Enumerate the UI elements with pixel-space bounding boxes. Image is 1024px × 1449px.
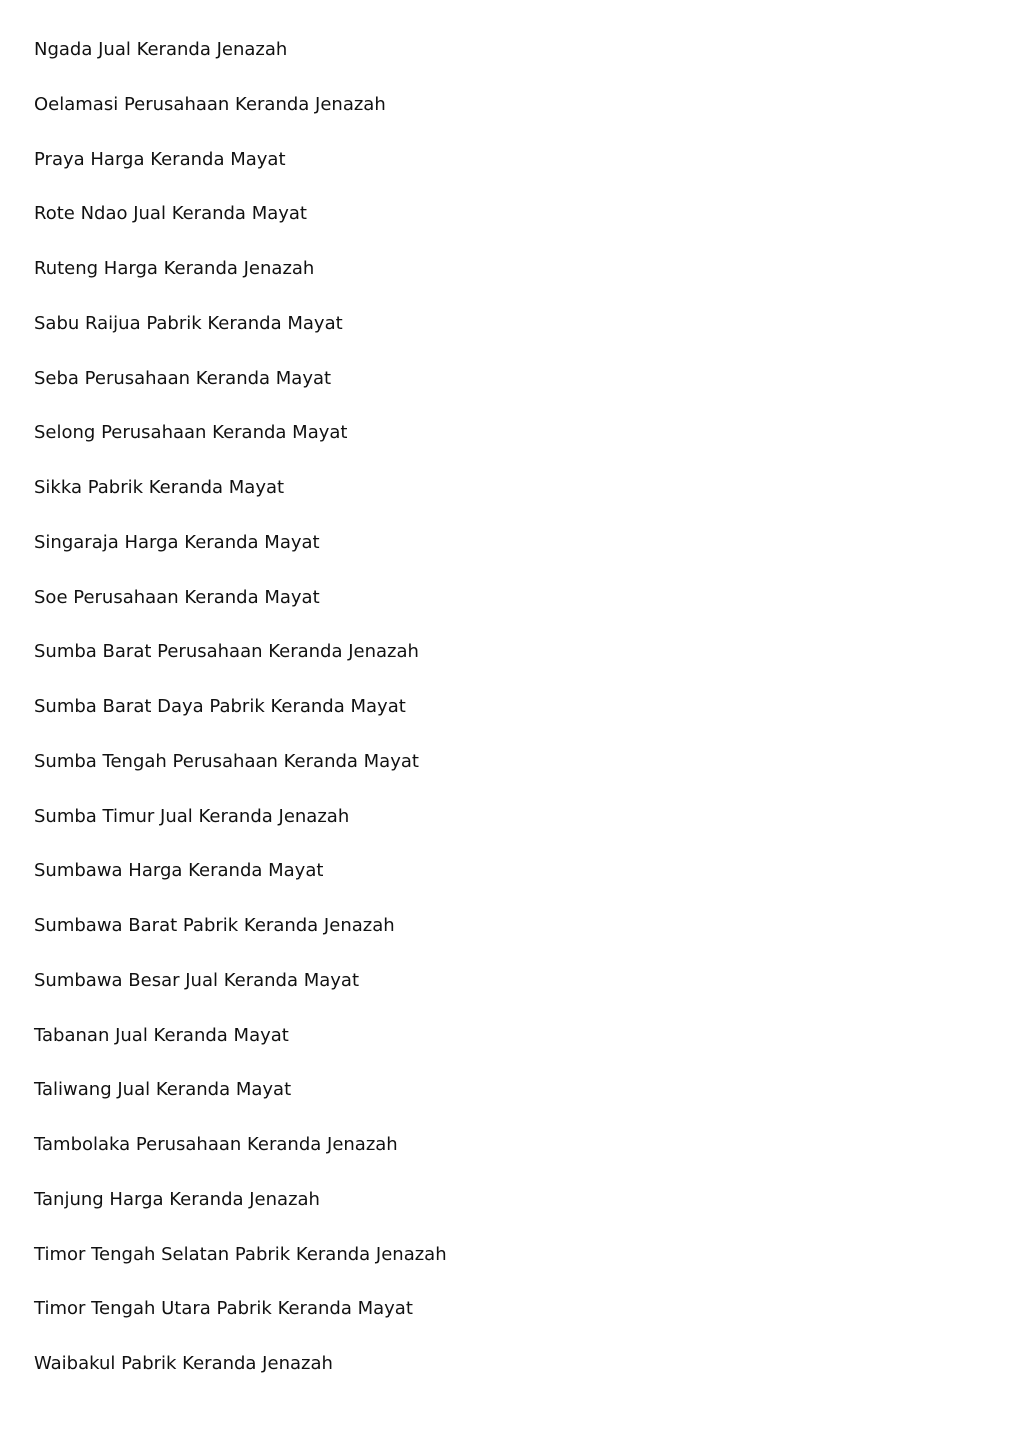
text-line: Rote Ndao Jual Keranda Mayat — [34, 203, 307, 225]
text-line-list — [34, 38, 447, 1407]
text-line: Ruteng Harga Keranda Jenazah — [34, 258, 315, 279]
text-line: Sumbawa Barat Pabrik Keranda Jenazah — [34, 915, 395, 936]
text-line: Selong Perusahaan Keranda Mayat — [34, 422, 348, 444]
text-line: Sikka Pabrik Keranda Mayat — [34, 477, 285, 498]
text-line: Sumba Tengah Perusahaan Keranda Mayat — [34, 750, 419, 772]
text-line: Tambolaka Perusahaan Keranda Jenazah — [34, 1134, 398, 1155]
text-line: Sumba Timur Jual Keranda Jenazah — [34, 805, 350, 827]
text-line: Sumba Barat Daya Pabrik Keranda Mayat — [34, 696, 406, 717]
text-line: Waibakul Pabrik Keranda Jenazah — [34, 1353, 333, 1374]
text-line: Singaraja Harga Keranda Mayat — [34, 531, 320, 553]
text-line: Tabanan Jual Keranda Mayat — [34, 1024, 289, 1046]
text-line: Sumbawa Besar Jual Keranda Mayat — [34, 969, 360, 991]
text-line: Timor Tengah Utara Pabrik Keranda Mayat — [34, 1298, 413, 1320]
text-line: Timor Tengah Selatan Pabrik Keranda Jenazah — [34, 1243, 447, 1265]
text-line: Praya Harga Keranda Mayat — [34, 148, 286, 170]
text-line: Taliwang Jual Keranda Mayat — [34, 1079, 292, 1101]
text-line: Ngada Jual Keranda Jenazah — [34, 39, 288, 60]
text-line: Sabu Raijua Pabrik Keranda Mayat — [34, 312, 343, 334]
text-line: Seba Perusahaan Keranda Mayat — [34, 367, 332, 389]
text-line: Soe Perusahaan Keranda Mayat — [34, 586, 320, 608]
text-line: Oelamasi Perusahaan Keranda Jenazah — [34, 93, 386, 115]
text-line: Tanjung Harga Keranda Jenazah — [34, 1188, 320, 1210]
text-line: Sumba Barat Perusahaan Keranda Jenazah — [34, 641, 419, 663]
text-line: Sumbawa Harga Keranda Mayat — [34, 860, 324, 882]
